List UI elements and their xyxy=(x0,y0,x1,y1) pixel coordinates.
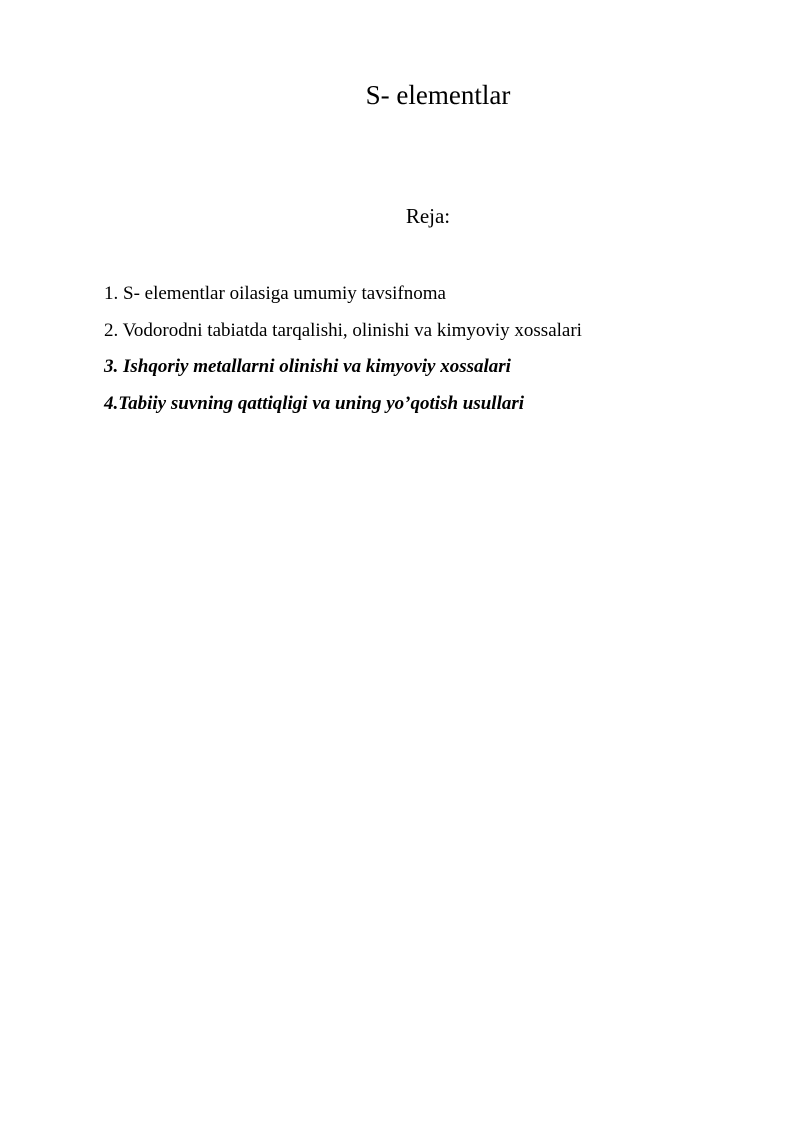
document-title: S- elementlar xyxy=(365,80,511,110)
plan-item: 2. Vodorodni tabiatda tarqalishi, olinishi va kimyoviy xossalari xyxy=(104,319,582,341)
plan-list xyxy=(104,276,744,422)
plan-item: 3. Ishqoriy metallarni olinishi va kimyoviy xossalari xyxy=(104,356,511,377)
plan-heading: Reja: xyxy=(405,204,451,228)
plan-item: 1. S- elementlar oilasiga umumiy tavsifnoma xyxy=(104,283,446,304)
plan-item: 4.Tabiiy suvning qattiqligi va uning yo’qotish usullari xyxy=(104,392,525,414)
